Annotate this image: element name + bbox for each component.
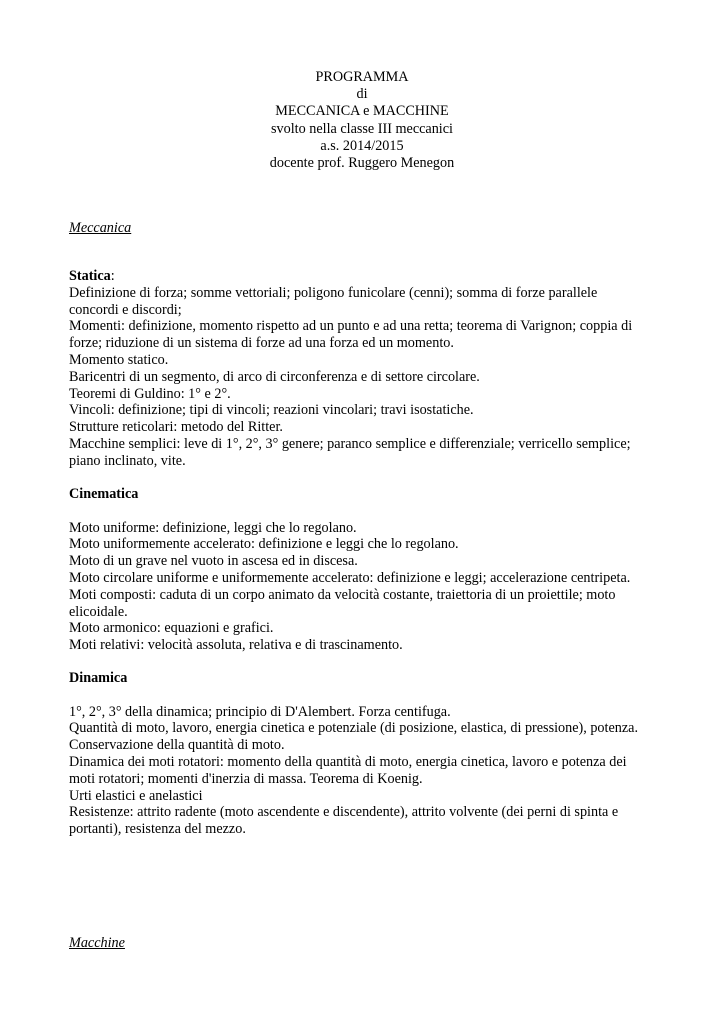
header-teacher: docente prof. Ruggero Menegon bbox=[269, 155, 455, 172]
cinematica-line: elicoidale. bbox=[69, 603, 128, 620]
statica-colon: : bbox=[110, 268, 115, 284]
statica-line: Vincoli: definizione; tipi di vincoli; reazioni vincolari; travi isostatiche. bbox=[69, 402, 474, 419]
dinamica-line: Urti elastici e anelastici bbox=[69, 787, 203, 804]
dinamica-line: portanti), resistenza del mezzo. bbox=[69, 821, 246, 838]
statica-line: concordi e discordi; bbox=[69, 301, 182, 318]
cinematica-line: Moto circolare uniforme e uniformemente accelerato: definizione e leggi; accelerazione centripeta. bbox=[69, 569, 631, 586]
blank-line bbox=[69, 687, 669, 704]
document-header bbox=[0, 69, 724, 172]
dinamica-line: moti rotatori; momenti d'inerzia di massa. Teorema di Koenig. bbox=[69, 770, 423, 787]
cinematica-heading: Cinematica bbox=[69, 486, 139, 502]
statica-line: Baricentri di un segmento, di arco di circonferenza e di settore circolare. bbox=[69, 368, 480, 385]
statica-section bbox=[69, 268, 669, 470]
dinamica-line: 1°, 2°, 3° della dinamica; principio di D'Alembert. Forza centifuga. bbox=[69, 703, 451, 720]
statica-line: Momenti: definizione, momento rispetto ad un punto e ad una retta; teorema di Varignon; coppia di bbox=[69, 318, 633, 335]
section-macchine: Macchine bbox=[69, 935, 125, 951]
statica-line: Strutture reticolari: metodo del Ritter. bbox=[69, 419, 283, 436]
cinematica-section bbox=[69, 486, 669, 654]
cinematica-line: Moto uniforme: definizione, leggi che lo regolano. bbox=[69, 519, 357, 536]
dinamica-line: Conservazione della quantità di moto. bbox=[69, 737, 285, 754]
statica-heading: Statica bbox=[69, 268, 111, 284]
blank-line bbox=[69, 503, 669, 520]
cinematica-line: Moto uniformemente accelerato: definizione e leggi che lo regolano. bbox=[69, 536, 459, 553]
header-class: svolto nella classe III meccanici bbox=[271, 120, 453, 137]
dinamica-line: Resistenze: attrito radente (moto ascendente e discendente), attrito volvente (dei perni di spinta e bbox=[69, 804, 619, 821]
cinematica-line: Moti composti: caduta di un corpo animato da velocità costante, traiettoria di un proiettile; moto bbox=[69, 586, 616, 603]
dinamica-section bbox=[69, 670, 669, 838]
header-di: di bbox=[356, 86, 368, 103]
dinamica-line: Quantità di moto, lavoro, energia cinetica e potenziale (di posizione, elastica, di pressione), potenza. bbox=[69, 720, 639, 737]
cinematica-line: Moti relativi: velocità assoluta, relativa e di trascinamento. bbox=[69, 637, 403, 654]
statica-heading-line bbox=[69, 268, 669, 285]
statica-line: Macchine semplici: leve di 1°, 2°, 3° genere; paranco semplice e differenziale; verricello semplice; bbox=[69, 435, 631, 452]
dinamica-line: Dinamica dei moti rotatori: momento della quantità di moto, energia cinetica, lavoro e potenza dei bbox=[69, 753, 627, 770]
section-meccanica: Meccanica bbox=[69, 220, 132, 236]
cinematica-line: Moto di un grave nel vuoto in ascesa ed in discesa. bbox=[69, 553, 358, 570]
statica-line: Momento statico. bbox=[69, 351, 169, 368]
cinematica-line: Moto armonico: equazioni e grafici. bbox=[69, 620, 274, 637]
dinamica-heading: Dinamica bbox=[69, 670, 128, 686]
header-title: PROGRAMMA bbox=[315, 69, 409, 85]
statica-line: forze; riduzione di un sistema di forze ad una forza ed un momento. bbox=[69, 335, 454, 352]
header-subject: MECCANICA e MACCHINE bbox=[275, 103, 449, 120]
statica-line: Definizione di forza; somme vettoriali; poligono funicolare (cenni); somma di forze parallele bbox=[69, 284, 598, 301]
header-school-year: a.s. 2014/2015 bbox=[320, 137, 404, 154]
statica-line: Teoremi di Guldino: 1° e 2°. bbox=[69, 385, 231, 402]
statica-line: piano inclinato, vite. bbox=[69, 452, 186, 469]
